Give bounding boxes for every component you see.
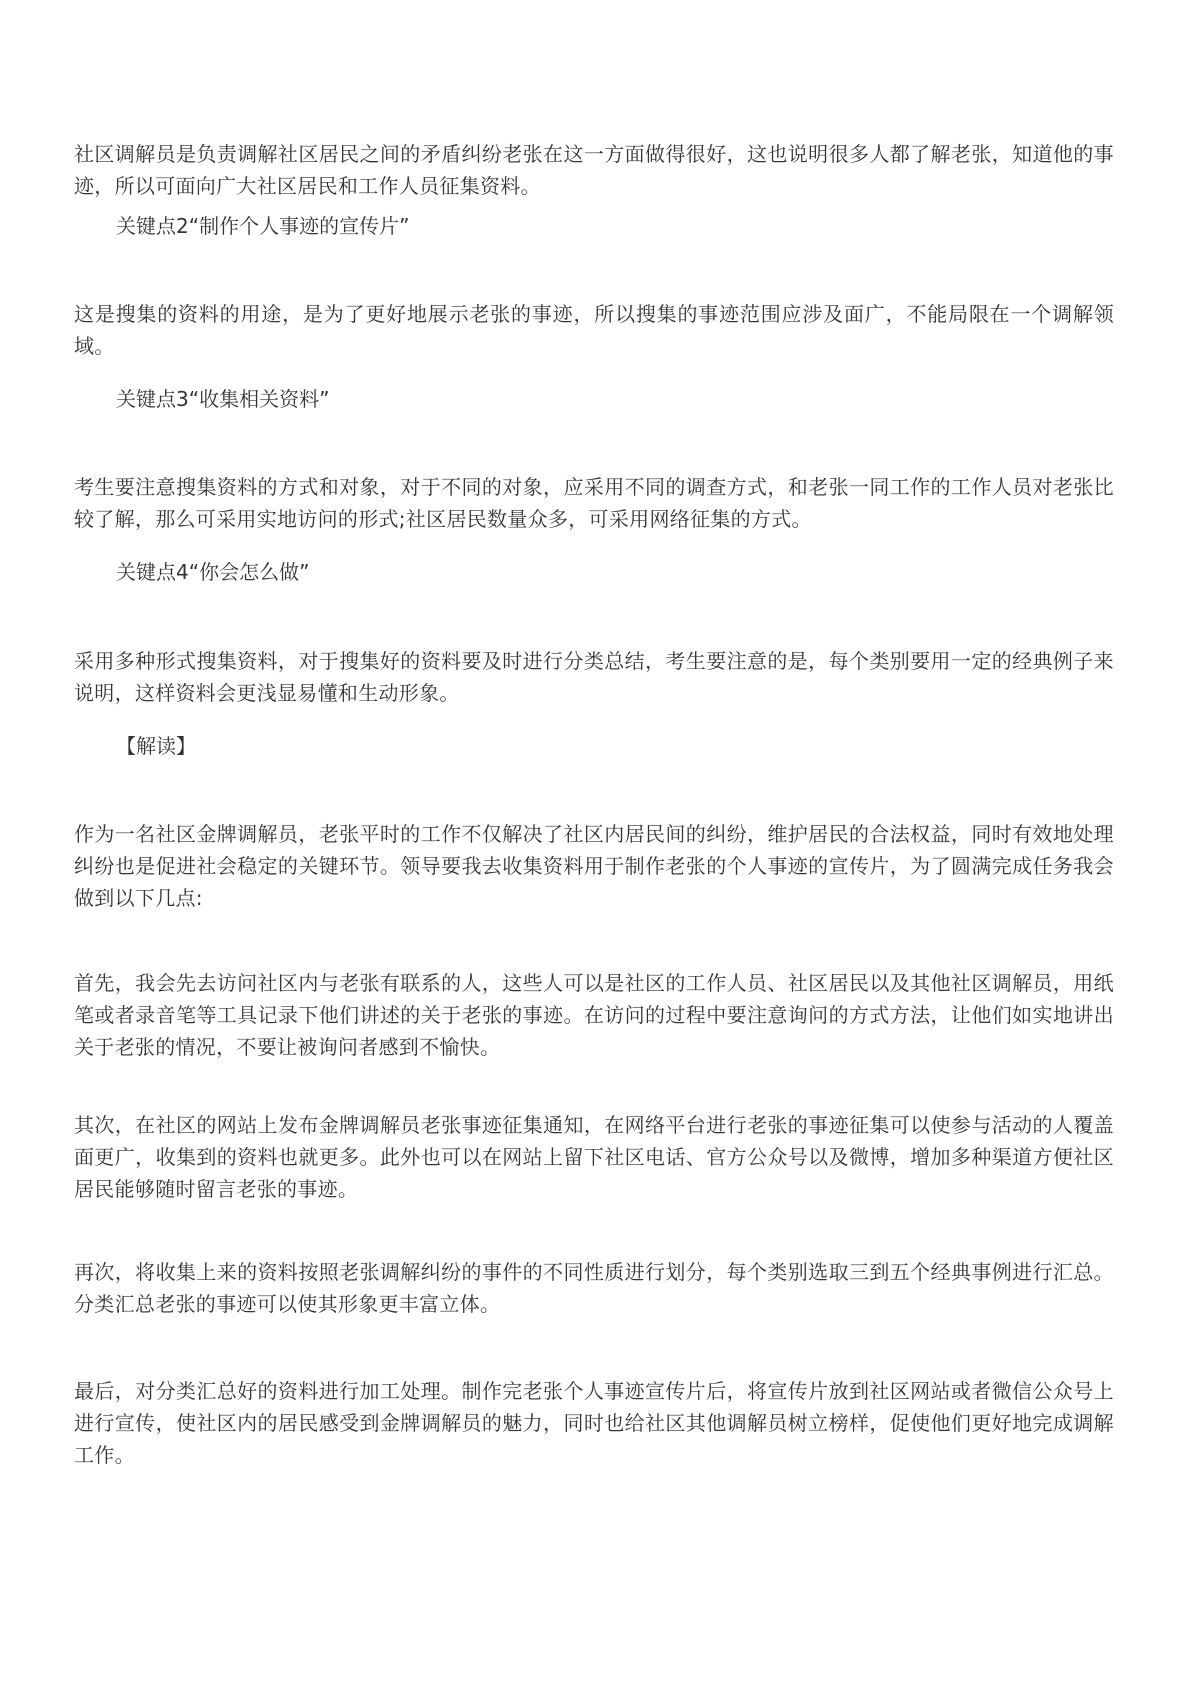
interpretation-heading: 【解读】	[116, 734, 196, 758]
paragraph-last: 最后，对分类汇总好的资料进行加工处理。制作完老张个人事迹宣传片后，将宣传片放到社区网站或者微信公众号上进行宣传，使社区内的居民感受到金牌调解员的魅力，同时也给社区其他调解员树立榜样，促使他们更好地完成调解工作。	[74, 1379, 1114, 1467]
paragraph-second: 其次，在社区的网站上发布金牌调解员老张事迹征集通知，在网络平台进行老张的事迹征集可以使参与活动的人覆盖面更广，收集到的资料也就更多。此外也可以在网站上留下社区电话、官方公众号以及微博，增加多种渠道方便社区居民能够随时留言老张的事迹。	[74, 1113, 1114, 1201]
paragraph-first: 首先，我会先去访问社区内与老张有联系的人，这些人可以是社区的工作人员、社区居民以及其他社区调解员，用纸笔或者录音笔等工具记录下他们讲述的关于老张的事迹。在访问的过程中要注意询问的方式方法，让他们如实地讲出关于老张的情况，不要让被询问者感到不愉快。	[74, 971, 1114, 1059]
keypoint-4-heading: 关键点4“你会怎么做”	[116, 560, 310, 584]
paragraph-purpose: 这是搜集的资料的用途，是为了更好地展示老张的事迹，所以搜集的事迹范围应涉及面广，不能局限在一个调解领域。	[74, 302, 1114, 358]
paragraph-interpretation: 作为一名社区金牌调解员，老张平时的工作不仅解决了社区内居民间的纠纷，维护居民的合法权益，同时有效地处理纠纷也是促进社会稳定的关键环节。领导要我去收集资料用于制作老张的个人事迹的宣传片，为了圆满完成任务我会做到以下几点:	[74, 822, 1114, 910]
paragraph-third: 再次，将收集上来的资料按照老张调解纠纷的事件的不同性质进行划分，每个类别选取三到五个经典事例进行汇总。分类汇总老张的事迹可以使其形象更丰富立体。	[74, 1260, 1114, 1316]
paragraph-intro: 社区调解员是负责调解社区居民之间的矛盾纠纷老张在这一方面做得很好，这也说明很多人都了解老张，知道他的事迹，所以可面向广大社区居民和工作人员征集资料。	[74, 142, 1114, 198]
keypoint-3-heading: 关键点3“收集相关资料”	[116, 387, 330, 411]
paragraph-method: 考生要注意搜集资料的方式和对象，对于不同的对象，应采用不同的调查方式，和老张一同工作的工作人员对老张比较了解，那么可采用实地访问的形式;社区居民数量众多，可采用网络征集的方式。	[74, 475, 1114, 531]
paragraph-summary: 采用多种形式搜集资料，对于搜集好的资料要及时进行分类总结，考生要注意的是，每个类别要用一定的经典例子来说明，这样资料会更浅显易懂和生动形象。	[74, 649, 1114, 705]
keypoint-2-heading: 关键点2“制作个人事迹的宣传片”	[116, 214, 410, 238]
